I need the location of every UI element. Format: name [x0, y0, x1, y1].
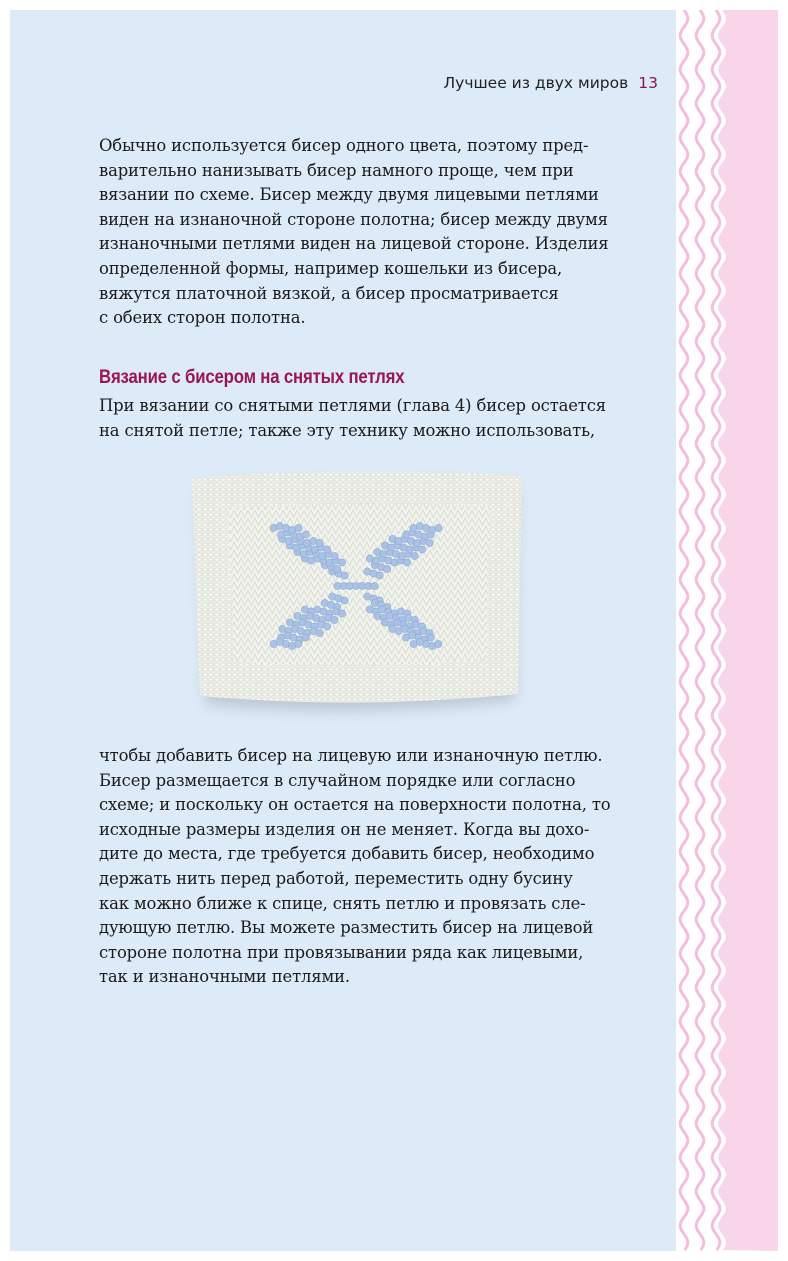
bead — [331, 552, 338, 559]
text-line: как можно ближе к спице, снять петлю и провязать сле- — [99, 893, 586, 913]
running-title: Лучшее из двух миров — [443, 74, 629, 92]
bead — [331, 616, 338, 623]
bead — [411, 552, 418, 559]
text-line: вяжутся платочной вязкой, а бисер просматривается — [99, 283, 559, 303]
bead — [435, 524, 442, 531]
bead — [324, 546, 331, 553]
text-line: Обычно используется бисер одного цвета, поэтому пред- — [99, 136, 589, 155]
text-line: Бисер размещается в случайном порядке или согласно — [99, 770, 576, 790]
bead — [324, 623, 331, 630]
paragraph-2 — [99, 394, 659, 443]
text-line: так и изнаночными петлями. — [99, 967, 350, 987]
text-line: вязании по схеме. Бисер между двумя лицевыми петлями — [99, 185, 599, 205]
page-number: 13 — [638, 74, 658, 92]
bead — [295, 640, 302, 647]
section-heading: Вязание с бисером на снятых петлях — [99, 366, 405, 388]
text-line: исходные размеры изделия он не меняет. Когда вы дохо- — [99, 819, 590, 839]
paragraph-1 — [99, 134, 659, 331]
text-line: изнаночными петлями виден на лицевой стороне. Изделия — [99, 234, 609, 254]
bead — [339, 559, 346, 566]
bead — [295, 524, 302, 531]
bead — [376, 572, 383, 579]
bead — [426, 539, 433, 546]
bead — [302, 531, 309, 538]
bead — [341, 597, 348, 604]
book-page — [10, 10, 778, 1251]
wavy-pink-border-decoration — [676, 10, 778, 1251]
text-line: виден на изнаночной стороне полотна; бисер между двумя — [99, 209, 608, 229]
bead — [341, 572, 348, 579]
bead — [427, 634, 434, 641]
bead — [316, 539, 323, 546]
text-line: с обеих сторон полотна. — [99, 308, 306, 328]
text-line: дующую петлю. Вы можете разместить бисер на лицевой — [99, 918, 594, 938]
bead — [371, 582, 378, 589]
running-header — [444, 74, 659, 92]
text-line: стороне полотна при провязывании ряда как лицевыми, — [99, 942, 584, 962]
text-line: схеме; и поскольку он остается на поверхности полотна, то — [99, 795, 611, 815]
bead — [435, 640, 442, 647]
text-line: держать нить перед работой, переместить одну бусину — [99, 868, 573, 888]
bead — [404, 559, 411, 566]
bead — [419, 546, 426, 553]
text-line: дите до места, где требуется добавить бисер, необходимо — [99, 844, 595, 864]
beaded-knitted-swatch-photo — [178, 462, 534, 732]
bead — [316, 629, 323, 636]
bead — [302, 634, 309, 641]
bead — [384, 565, 391, 572]
text-line: варительно нанизывать бисер намного проще, чем при — [99, 160, 574, 180]
text-line: чтобы добавить бисер на лицевую или изнаночную петлю. — [99, 746, 603, 765]
bead — [339, 610, 346, 617]
text-line: При вязании со снятыми петлями (глава 4) бисер остается — [99, 396, 606, 415]
text-line: на снятой петле; также эту технику можно использовать, — [99, 420, 595, 440]
bead — [334, 565, 341, 572]
text-line: определенной формы, например кошельки из бисера, — [99, 258, 563, 278]
paragraph-3 — [99, 744, 659, 990]
